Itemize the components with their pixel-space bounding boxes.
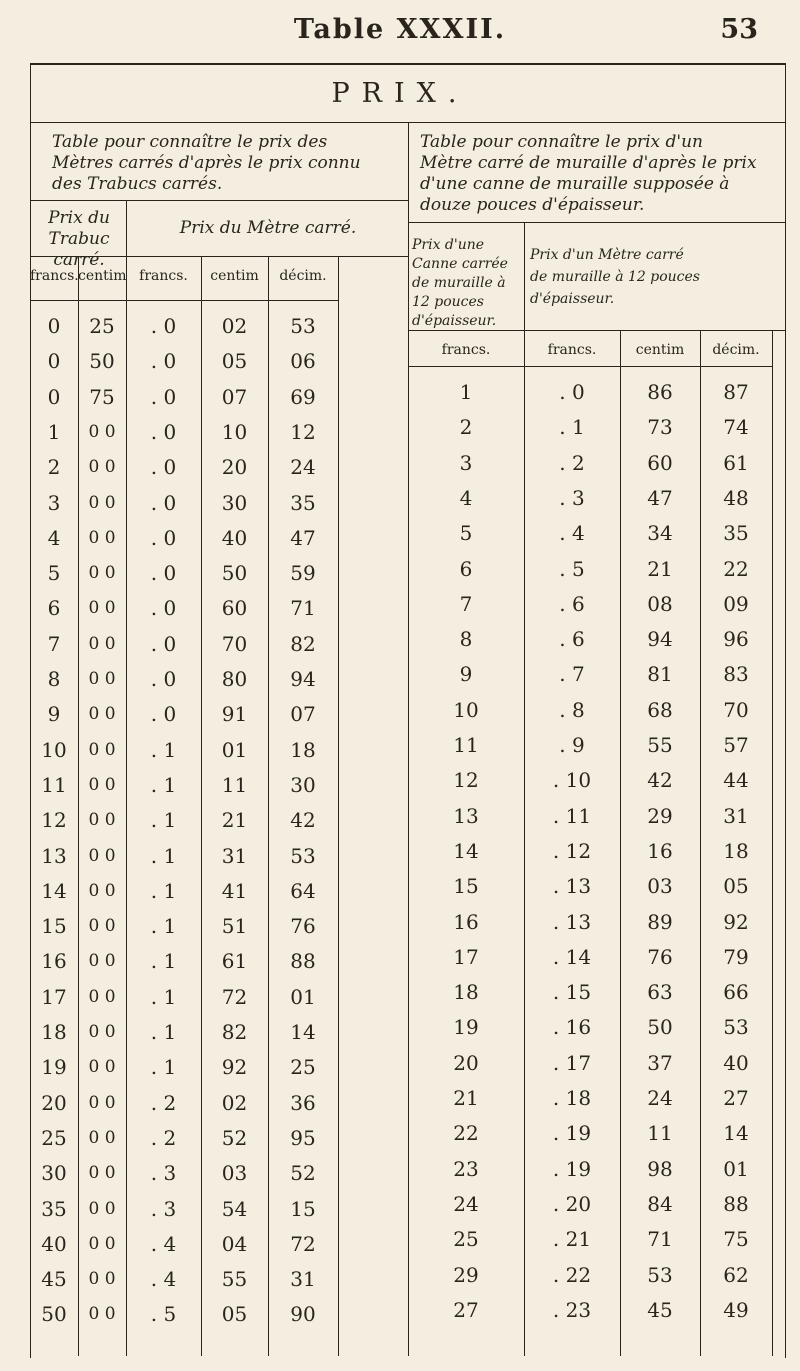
table-cell: 24 <box>453 1191 479 1216</box>
table-cell: 15 <box>290 1196 316 1221</box>
table-cell: . 6 <box>559 627 585 652</box>
col-group-header: Prix du <box>48 208 110 228</box>
table-cell: 12 <box>290 419 316 444</box>
table-cell: . 0 <box>150 596 177 621</box>
col-group-header: 12 pouces <box>412 294 484 310</box>
table-cell: 20 <box>41 1090 67 1115</box>
table-cell: 0 0 <box>88 845 116 866</box>
table-cell: 47 <box>647 485 673 510</box>
table-cell: 18 <box>453 980 479 1005</box>
table-cell: 66 <box>723 980 749 1005</box>
page-number: 53 <box>720 14 758 45</box>
unit-header: décim. <box>279 268 327 284</box>
table-cell: 7 <box>47 631 61 656</box>
table-cell: 03 <box>221 1161 248 1186</box>
table-cell: 62 <box>723 1262 749 1287</box>
rule <box>30 300 338 301</box>
table-cell: . 1 <box>150 737 177 762</box>
table-cell: 10 <box>453 697 479 722</box>
col-group-header: Canne carrée <box>412 256 508 272</box>
table-cell: . 0 <box>150 314 177 338</box>
table-cell: 40 <box>221 525 248 550</box>
table-cell: 47 <box>290 525 316 550</box>
description-line: Mètres carrés d'après le prix connu <box>52 153 361 173</box>
unit-header: francs. <box>547 342 597 358</box>
table-cell: 24 <box>290 455 316 480</box>
table-cell: . 0 <box>150 525 177 550</box>
table-cell: 8 <box>459 627 473 652</box>
table-cell: 53 <box>647 1262 673 1287</box>
table-cell: 35 <box>290 490 316 515</box>
description-line: des Trabucs carrés. <box>52 174 223 194</box>
table-cell: 0 0 <box>88 916 116 937</box>
table-cell: . 1 <box>150 878 177 903</box>
table-cell: 01 <box>290 984 316 1009</box>
description-line: d'une canne de muraille supposée à <box>420 174 730 194</box>
table-cell: . 14 <box>552 944 592 969</box>
table-cell: 02 <box>221 314 248 338</box>
table-cell: 1 <box>47 419 61 444</box>
table-cell: 25 <box>453 1227 479 1252</box>
table-cell: 0 <box>47 314 61 338</box>
table-cell: 60 <box>221 596 248 621</box>
table-cell: 76 <box>647 944 673 969</box>
table-cell: 0 0 <box>88 1057 116 1078</box>
table-cell: 06 <box>290 349 316 374</box>
table-cell: 11 <box>453 733 479 757</box>
table-cell: 31 <box>221 843 248 868</box>
table-cell: 0 0 <box>88 704 116 725</box>
table-cell: 94 <box>647 627 673 652</box>
table-cell: 87 <box>723 380 749 404</box>
table-cell: 31 <box>723 803 749 828</box>
table-cell: 15 <box>453 874 479 899</box>
table-cell: 30 <box>221 490 248 515</box>
table-cell: 37 <box>647 1050 673 1075</box>
table-cell: 54 <box>221 1196 248 1221</box>
table-cell: 49 <box>723 1297 749 1322</box>
table-cell: 22 <box>453 1121 479 1146</box>
table-cell: . 6 <box>559 591 585 616</box>
table-cell: 70 <box>221 631 248 656</box>
col-group-header: d'épaisseur. <box>412 313 497 329</box>
table-cell: . 5 <box>559 556 585 581</box>
table-cell: 21 <box>647 556 673 581</box>
table-cell: . 0 <box>150 561 177 586</box>
table-cell: 5 <box>459 521 473 546</box>
table-cell: 20 <box>221 455 248 480</box>
table-cell: . 9 <box>559 733 585 757</box>
table-cell: . 0 <box>150 384 177 409</box>
table-cell: 0 0 <box>88 1163 116 1184</box>
table-cell: 75 <box>723 1227 749 1252</box>
table-cell: 84 <box>647 1191 673 1216</box>
table-cell: 64 <box>290 878 316 903</box>
rule <box>408 222 786 223</box>
table-cell: . 8 <box>559 697 585 722</box>
table-cell: . 4 <box>559 521 585 546</box>
table-cell: 0 0 <box>88 810 116 831</box>
table-cell: 92 <box>723 909 749 934</box>
table-cell: 05 <box>221 349 248 374</box>
table-cell: 0 <box>47 384 61 409</box>
table-cell: 4 <box>47 525 61 550</box>
table-cell: . 0 <box>150 490 177 515</box>
table-cell: 42 <box>290 808 316 833</box>
prix-heading: PRIX. <box>331 78 469 109</box>
table-cell: 61 <box>221 949 248 974</box>
table-cell: 50 <box>221 561 248 586</box>
table-cell: 09 <box>723 591 749 616</box>
table-cell: 96 <box>723 627 749 652</box>
page-header <box>0 14 800 50</box>
table-cell: 48 <box>723 485 749 510</box>
table-cell: 2 <box>47 455 61 480</box>
table-cell: . 3 <box>559 485 585 510</box>
table-cell: 18 <box>290 737 316 762</box>
table-cell: 68 <box>647 697 673 722</box>
description-line: Table pour connaître le prix des <box>52 132 328 152</box>
table-cell: 02 <box>221 1090 248 1115</box>
table-cell: 13 <box>453 803 479 828</box>
rule <box>524 330 786 331</box>
table-cell: 17 <box>453 944 479 969</box>
table-cell: . 0 <box>150 455 177 480</box>
table-cell: 30 <box>41 1161 67 1186</box>
table-cell: 12 <box>41 808 67 833</box>
table-cell: . 21 <box>552 1227 592 1252</box>
table-cell: . 15 <box>552 980 592 1005</box>
description-line: Table pour connaître le prix d'un <box>420 132 703 152</box>
table-cell: 16 <box>41 949 67 974</box>
table-cell: 83 <box>723 662 749 687</box>
table-cell: 70 <box>723 697 749 722</box>
table-cell: . 22 <box>552 1262 592 1287</box>
table-title: Table XXXII. <box>293 14 507 45</box>
table-cell: 0 0 <box>88 1304 116 1325</box>
table-cell: 20 <box>453 1050 479 1075</box>
table-cell: 14 <box>41 878 67 903</box>
table-cell: . 0 <box>150 631 177 656</box>
table-cell: 0 0 <box>88 492 116 513</box>
table-cell: 16 <box>453 909 479 934</box>
table-cell: . 1 <box>150 808 177 833</box>
table-cell: 6 <box>459 556 473 581</box>
table-cell: 36 <box>290 1090 316 1115</box>
table-cell: . 10 <box>552 768 592 793</box>
table-cell: 94 <box>290 667 316 691</box>
table-cell: 25 <box>290 1055 316 1080</box>
unit-header: francs. <box>441 342 491 358</box>
table-cell: 42 <box>647 768 673 793</box>
table-cell: 07 <box>290 702 316 727</box>
table-cell: 7 <box>459 591 473 616</box>
description-line: Mètre carré de muraille d'après le prix <box>420 153 757 173</box>
col-group-header: Prix du Mètre carré. <box>179 218 357 238</box>
table-cell: 0 0 <box>88 598 116 619</box>
table-cell: 52 <box>221 1125 248 1150</box>
col-group-header: d'épaisseur. <box>530 291 615 307</box>
table-cell: 0 0 <box>88 421 116 442</box>
table-cell: 55 <box>221 1267 248 1292</box>
table-cell: 40 <box>41 1231 67 1256</box>
table-cell: 4 <box>459 485 473 510</box>
table-cell: 69 <box>290 384 316 409</box>
table-cell: 29 <box>453 1262 479 1287</box>
table-cell: . 3 <box>150 1161 177 1186</box>
table-cell: 44 <box>723 768 749 793</box>
divider <box>338 256 339 1356</box>
table-cell: 21 <box>453 1086 479 1110</box>
table-cell: . 2 <box>559 450 585 475</box>
table-cell: . 2 <box>150 1090 177 1115</box>
table-cell: 0 0 <box>88 527 116 548</box>
col-group-header: Prix d'un Mètre carré <box>530 247 684 263</box>
description-line: douze pouces d'épaisseur. <box>420 195 645 215</box>
table-cell: 13 <box>41 843 67 868</box>
table-cell: 5 <box>47 561 61 586</box>
table-cell: 0 <box>47 349 61 374</box>
table-cell: . 1 <box>150 949 177 974</box>
table-cell: . 1 <box>559 415 585 440</box>
table-cell: 21 <box>221 808 248 833</box>
table-cell: . 1 <box>150 914 177 939</box>
table-cell: 52 <box>290 1161 316 1186</box>
table-cell: 3 <box>459 450 473 475</box>
table-cell: . 4 <box>150 1231 177 1256</box>
table-cell: 50 <box>647 1015 673 1040</box>
rule <box>408 330 524 331</box>
table-cell: 29 <box>647 803 673 828</box>
table-cell: 08 <box>647 591 673 616</box>
table-cell: . 23 <box>552 1297 592 1322</box>
table-cell: . 0 <box>150 349 177 374</box>
table-cell: 11 <box>41 772 67 797</box>
table-cell: 10 <box>41 737 67 762</box>
table-cell: 9 <box>459 662 473 687</box>
table-cell: . 13 <box>552 874 592 899</box>
table-cell: 75 <box>89 384 115 409</box>
table-cell: . 18 <box>552 1086 592 1110</box>
table-cell: 81 <box>647 662 673 687</box>
table-cell: 15 <box>41 914 67 939</box>
table-cell: 24 <box>647 1086 673 1110</box>
table-cell: 12 <box>453 768 479 793</box>
table-cell: 53 <box>290 843 316 868</box>
table-cell: . 20 <box>552 1191 592 1216</box>
table-cell: . 0 <box>150 702 177 727</box>
unit-header: centim <box>210 268 259 284</box>
table-cell: 55 <box>647 733 673 757</box>
table-cell: 80 <box>221 667 248 691</box>
table-cell: 05 <box>723 874 749 899</box>
unit-header: centim <box>635 342 685 358</box>
table-cell: 0 0 <box>88 1198 116 1219</box>
table-cell: 60 <box>647 450 673 475</box>
table-cell: . 17 <box>552 1050 592 1075</box>
col-group-header: de muraille à <box>412 275 506 291</box>
table-cell: 82 <box>221 1020 248 1044</box>
table-cell: . 0 <box>559 380 585 404</box>
table-cell: 88 <box>290 949 316 974</box>
table-cell: 41 <box>221 878 248 903</box>
unit-header: francs. <box>139 268 188 284</box>
table-cell: 92 <box>221 1055 248 1080</box>
table-cell: 34 <box>647 521 673 546</box>
table-cell: 22 <box>723 556 749 581</box>
table-cell: 51 <box>221 914 248 939</box>
table-cell: 19 <box>41 1055 67 1080</box>
table-cell: . 19 <box>552 1156 592 1181</box>
table-cell: . 1 <box>150 1055 177 1080</box>
table-cell: 16 <box>647 838 673 863</box>
table-cell: 14 <box>290 1020 316 1044</box>
table-cell: . 11 <box>552 803 592 828</box>
table-cell: 0 0 <box>88 739 116 760</box>
table-cell: . 16 <box>552 1015 592 1040</box>
table-cell: . 19 <box>552 1121 592 1146</box>
table-cell: 27 <box>723 1086 749 1110</box>
table-cell: 10 <box>221 419 248 444</box>
table-cell: 53 <box>723 1015 749 1040</box>
table-cell: 61 <box>723 450 749 475</box>
table-cell: 25 <box>41 1125 67 1150</box>
table-cell: 86 <box>647 380 673 404</box>
table-cell: 25 <box>89 314 115 338</box>
table-cell: 01 <box>221 737 248 762</box>
table-cell: 17 <box>41 984 67 1009</box>
table-cell: 0 0 <box>88 1022 116 1042</box>
table-cell: 0 0 <box>88 1269 116 1290</box>
rule <box>126 256 408 257</box>
table-cell: 88 <box>723 1191 749 1216</box>
table-cell: 53 <box>290 314 316 338</box>
table-cell: . 1 <box>150 772 177 797</box>
table-cell: 50 <box>41 1302 67 1327</box>
table-cell: 82 <box>290 631 316 656</box>
table-cell: 07 <box>221 384 248 409</box>
table-cell: 74 <box>723 415 749 440</box>
col-group-header: de muraille à 12 pouces <box>530 269 700 285</box>
table-cell: . 5 <box>150 1302 177 1327</box>
table-cell: 18 <box>723 838 749 863</box>
table-cell: 1 <box>459 380 473 404</box>
table-cell: 0 0 <box>88 880 116 901</box>
table-cell: 63 <box>647 980 673 1005</box>
unit-header: centim <box>78 268 127 284</box>
table-cell: 31 <box>290 1267 316 1292</box>
table-cell: 57 <box>723 733 749 757</box>
divider <box>772 330 773 1356</box>
table-cell: 0 0 <box>88 1233 116 1254</box>
table-cell: 72 <box>221 984 248 1009</box>
table-cell: 72 <box>290 1231 316 1256</box>
table-cell: 19 <box>453 1015 479 1040</box>
table-cell: 0 0 <box>88 1127 116 1148</box>
table-cell: 6 <box>47 596 61 621</box>
table-cell: . 4 <box>150 1267 177 1292</box>
table-cell: 90 <box>290 1302 316 1327</box>
table-cell: 14 <box>453 838 479 863</box>
table-cell: 30 <box>290 772 316 797</box>
table-cell: 0 0 <box>88 457 116 478</box>
unit-header: francs. <box>30 268 79 284</box>
rule <box>30 200 408 201</box>
table-cell: 23 <box>453 1156 479 1181</box>
table-cell: 27 <box>453 1297 479 1322</box>
table-cell: 71 <box>290 596 316 621</box>
table-cell: 0 0 <box>88 1092 116 1113</box>
table-cell: 0 0 <box>88 669 116 689</box>
table-cell: 01 <box>723 1156 749 1181</box>
table-cell: 95 <box>290 1125 316 1150</box>
rule <box>524 366 772 367</box>
table-cell: 59 <box>290 561 316 586</box>
table-cell: 73 <box>647 415 673 440</box>
table-cell: 0 0 <box>88 633 116 654</box>
table-cell: 0 0 <box>88 774 116 795</box>
table-cell: 98 <box>647 1156 673 1181</box>
table-cell: 11 <box>647 1121 673 1146</box>
table-cell: . 2 <box>150 1125 177 1150</box>
table-cell: 05 <box>221 1302 248 1327</box>
table-cell: 45 <box>41 1267 67 1292</box>
table-cell: 71 <box>647 1227 673 1252</box>
table-cell: 50 <box>89 349 115 374</box>
table-cell: 35 <box>723 521 749 546</box>
table-cell: 79 <box>723 944 749 969</box>
table-cell: 18 <box>41 1020 67 1044</box>
table-cell: . 12 <box>552 838 592 863</box>
table-cell: 04 <box>221 1231 248 1256</box>
table-cell: 9 <box>47 702 61 727</box>
table-cell: 0 0 <box>88 563 116 584</box>
table-cell: . 0 <box>150 667 177 691</box>
table-cell: . 1 <box>150 843 177 868</box>
table-cell: 40 <box>723 1050 749 1075</box>
table-cell: . 7 <box>559 662 585 687</box>
col-group-header: Trabuc carré. <box>48 229 110 270</box>
table-cell: . 0 <box>150 419 177 444</box>
rule <box>408 366 524 367</box>
table-cell: 0 0 <box>88 986 116 1007</box>
table-cell: 2 <box>459 415 473 440</box>
table-cell: 0 0 <box>88 951 116 972</box>
table-cell: 35 <box>41 1196 67 1221</box>
table-cell: 11 <box>221 772 248 797</box>
table-cell: 8 <box>47 667 61 691</box>
table-cell: . 13 <box>552 909 592 934</box>
table-cell: 89 <box>647 909 673 934</box>
table-cell: 14 <box>723 1121 749 1146</box>
table-cell: . 3 <box>150 1196 177 1221</box>
table-cell: 03 <box>647 874 673 899</box>
col-group-header: Prix d'une <box>412 237 485 253</box>
table-cell: 91 <box>221 702 248 727</box>
unit-header: décim. <box>712 342 760 358</box>
table-cell: 45 <box>647 1297 673 1322</box>
table-cell: 3 <box>47 490 61 515</box>
table-cell: . 1 <box>150 1020 177 1044</box>
table-cell: 76 <box>290 914 316 939</box>
table-cell: . 1 <box>150 984 177 1009</box>
